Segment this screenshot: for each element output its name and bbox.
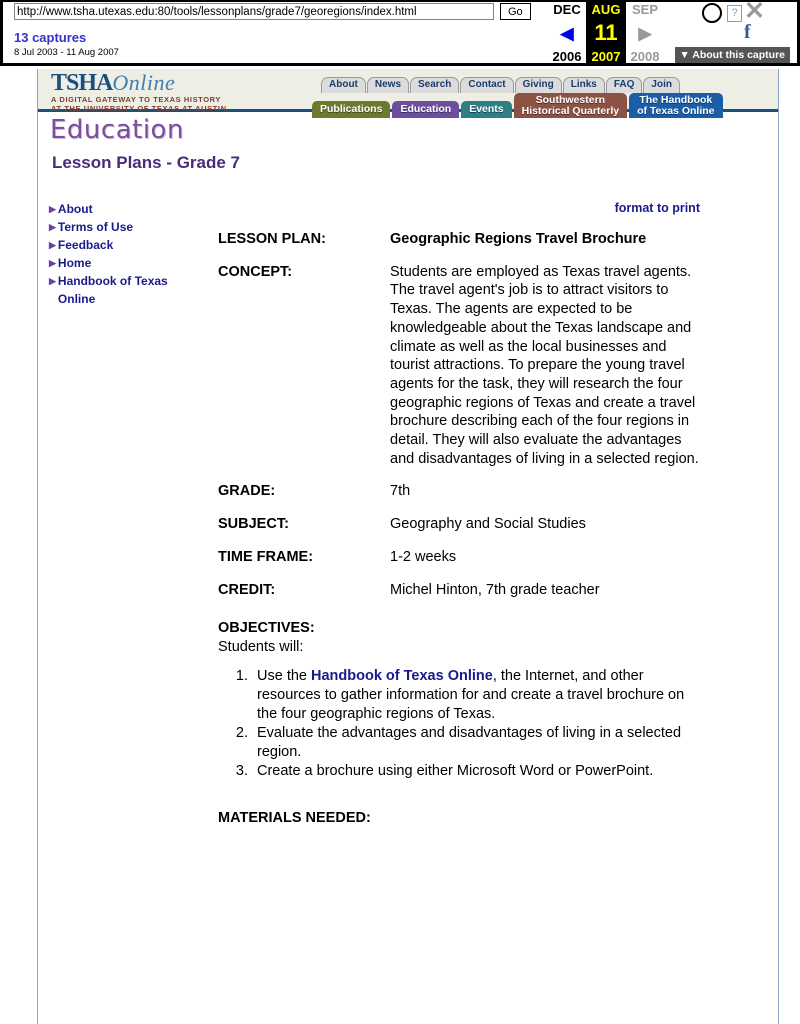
sidebar-item-home[interactable]: [49, 254, 218, 272]
nav-giving[interactable]: Giving: [515, 77, 562, 93]
section-title: Education: [50, 115, 184, 145]
secondary-nav: [321, 77, 680, 93]
list-item: [252, 667, 700, 724]
go-button[interactable]: Go: [500, 3, 531, 20]
archived-page: [37, 69, 779, 1024]
sidebar: [38, 200, 218, 308]
about-this-capture-button[interactable]: ▼ About this capture: [675, 47, 790, 63]
row-value: Students are employed as Texas travel agents. The travel agent's job is to attract visitors to Texas. The agents are expected to be knowledgeable about the Texas landscape and climate as well as the local businesses and tourist attractions. To prepare the young travel agents for the task, they will research the four geographic regions of Texas and create a travel brochure describing each of the four regions in detail. They will also evaluate the advantages and disadvantages of living in a selected region.: [390, 263, 699, 467]
prev-month-label: DEC: [553, 2, 581, 17]
nav-news[interactable]: News: [367, 77, 409, 93]
prev-year-label: 2006: [552, 49, 582, 64]
url-input[interactable]: [14, 3, 494, 20]
nav-shq-line1: Southwestern: [535, 94, 606, 106]
nav-search[interactable]: Search: [410, 77, 459, 93]
nav-join[interactable]: Join: [643, 77, 680, 93]
chevron-right-icon: ▶: [49, 204, 56, 214]
close-icon[interactable]: ✕: [744, 0, 765, 25]
nav-education[interactable]: Education: [392, 101, 459, 118]
page-title: Lesson Plans - Grade 7: [52, 153, 241, 172]
captures-count[interactable]: 13 captures: [14, 30, 87, 45]
row-value: 7th: [390, 483, 411, 500]
timeline-next-capture[interactable]: [626, 0, 664, 66]
objective-text-suffix: , the Internet, and other resources to gather information for and create a travel brochure on the four geographic regions of Texas.: [257, 668, 685, 723]
sidebar-item-label: Terms of Use: [57, 220, 134, 234]
nav-shq-line2: Historical Quarterly: [521, 105, 620, 117]
materials-needed-heading: MATERIALS NEEDED:: [218, 810, 371, 827]
next-year-label: 2008: [630, 49, 660, 64]
current-day-label: 11: [594, 20, 618, 45]
handbook-of-texas-online-link[interactable]: Handbook of Texas Online: [311, 668, 493, 685]
objective-text-prefix: Use the: [257, 668, 311, 685]
nav-about[interactable]: About: [321, 77, 366, 93]
current-year-label: 2007: [591, 49, 621, 64]
prev-arrow-icon[interactable]: ◀: [560, 23, 574, 43]
sidebar-item-label: Feedback: [57, 238, 114, 252]
objectives-subheading: Students will:: [218, 639, 304, 656]
chevron-right-icon: ▶: [49, 240, 56, 250]
chevron-right-icon: ▶: [49, 276, 56, 286]
nav-events[interactable]: Events: [461, 101, 511, 118]
tagline-line-1: A DIGITAL GATEWAY TO TEXAS HISTORY: [51, 95, 222, 104]
row-value: Geography and Social Studies: [390, 516, 586, 533]
chevron-right-icon: ▶: [49, 258, 56, 268]
site-header: [38, 69, 778, 117]
row-label: CREDIT:: [218, 581, 276, 598]
nav-handbook-line1: The Handbook: [639, 94, 713, 106]
sidebar-item-label: Home: [57, 256, 92, 270]
table-row: [218, 263, 700, 483]
loading-circle-icon: [702, 3, 722, 23]
tagline-line-2: AT THE UNIVERSITY OF TEXAS AT AUSTIN: [51, 104, 227, 113]
table-row: [218, 581, 700, 614]
objectives-heading: OBJECTIVES:: [218, 620, 315, 637]
toolbar-top-rail: [0, 0, 800, 2]
objectives-section: [218, 619, 700, 781]
table-row: [218, 482, 700, 515]
content-row: [38, 174, 778, 828]
tsha-logo[interactable]: [51, 71, 291, 113]
sidebar-item-feedback[interactable]: [49, 236, 218, 254]
next-month-label: SEP: [631, 2, 658, 17]
row-label: SUBJECT:: [218, 516, 289, 533]
tsha-wordmark: [51, 71, 291, 95]
nav-southwestern-historical-quarterly[interactable]: [514, 93, 627, 118]
chevron-right-icon: ▶: [49, 222, 56, 232]
wayback-timeline: [548, 0, 664, 66]
nav-handbook-of-texas-online[interactable]: [629, 93, 722, 118]
sidebar-item-label: Handbook of Texas Online: [57, 274, 168, 306]
row-value: 1-2 weeks: [390, 548, 457, 565]
row-label: GRADE:: [218, 483, 276, 500]
facebook-icon[interactable]: f: [744, 21, 751, 43]
lesson-plan-table: [218, 230, 700, 613]
objective-text-prefix: Create a brochure using either Microsoft Word or PowerPoint.: [257, 763, 654, 780]
nav-links[interactable]: Links: [563, 77, 605, 93]
objectives-list: [218, 667, 700, 781]
row-value: Geographic Regions Travel Brochure: [390, 231, 647, 247]
current-month-label: AUG: [591, 2, 621, 17]
objective-text-prefix: Evaluate the advantages and disadvantages of living in a selected region.: [257, 725, 682, 761]
sidebar-item-terms-of-use[interactable]: [49, 218, 218, 236]
help-icon[interactable]: ?: [727, 5, 742, 22]
toolbar-right-cluster: [679, 0, 794, 66]
list-item: [252, 724, 700, 762]
toolbar-left-rail: [0, 0, 3, 66]
table-row: [218, 230, 700, 263]
row-value: Michel Hinton, 7th grade teacher: [390, 581, 600, 598]
sidebar-item-handbook-of-texas-online[interactable]: [49, 272, 218, 308]
timeline-prev-capture[interactable]: [548, 0, 586, 66]
next-arrow-icon[interactable]: ▶: [638, 23, 652, 43]
nav-contact[interactable]: Contact: [460, 77, 513, 93]
table-row: [218, 548, 700, 581]
logo-tsha-text: TSHA: [51, 70, 113, 96]
captures-date-range: 8 Jul 2003 - 11 Aug 2007: [14, 47, 119, 58]
table-row: [218, 515, 700, 548]
logo-online-text: Online: [112, 70, 176, 95]
wayback-url-row: [14, 3, 531, 20]
row-label: LESSON PLAN:: [218, 231, 326, 247]
sidebar-item-label: About: [57, 202, 93, 216]
row-label: CONCEPT:: [218, 263, 293, 280]
wayback-toolbar: [0, 0, 800, 66]
timeline-current-capture[interactable]: [586, 0, 626, 66]
nav-publications[interactable]: Publications: [312, 101, 390, 118]
sidebar-item-about[interactable]: [49, 200, 218, 218]
format-to-print-link[interactable]: format to print: [614, 201, 700, 215]
list-item: [252, 762, 700, 781]
main-column: [218, 200, 778, 828]
nav-handbook-line2: of Texas Online: [637, 105, 715, 117]
captures-info: [14, 30, 119, 59]
primary-nav: [312, 93, 723, 118]
row-label: TIME FRAME:: [218, 548, 314, 565]
nav-faq[interactable]: FAQ: [606, 77, 643, 93]
